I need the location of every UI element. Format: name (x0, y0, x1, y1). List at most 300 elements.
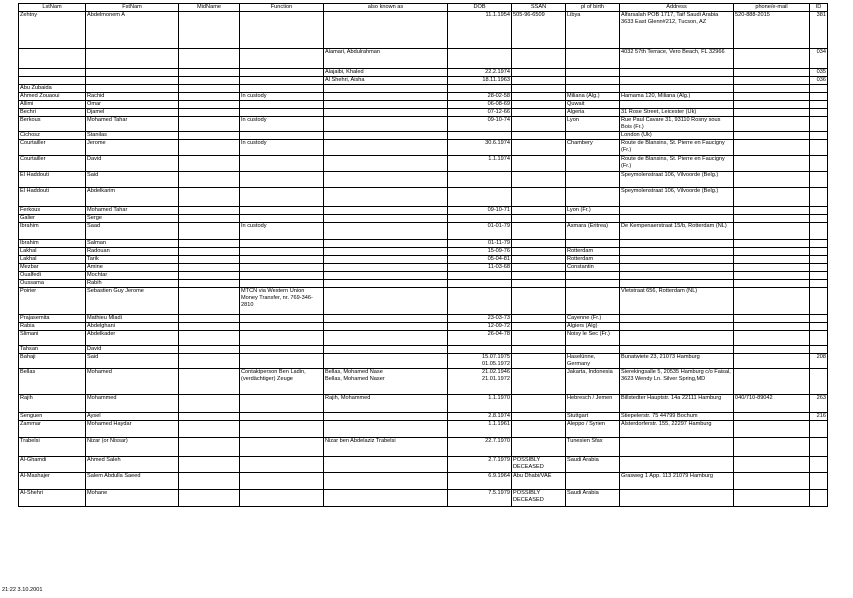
cell-address (620, 101, 734, 109)
cell-phone-email (734, 156, 810, 172)
cell-address (620, 280, 734, 288)
cell-alias (324, 256, 448, 264)
table-row (19, 413, 828, 421)
cell-address: 4032 57th Terrace, Vero Beach, FL 32966 (620, 49, 734, 69)
cell-address (620, 240, 734, 248)
cell-last-name: Lakhal (19, 248, 86, 256)
table-row (19, 256, 828, 264)
cell-dob: 01-01-79 (448, 223, 512, 240)
cell-place-of-birth: Algiers (Alg) (566, 323, 620, 331)
header-row (19, 4, 828, 12)
cell-dob: 15-09-76 (448, 248, 512, 256)
cell-id (810, 272, 828, 280)
cell-function (240, 109, 324, 117)
cell-ssan (512, 215, 566, 223)
cell-alias: Nizar ben Abdelaziz Trabelsi (324, 438, 448, 457)
cell-function (240, 156, 324, 172)
cell-ssan (512, 109, 566, 117)
cell-last-name: Al-Mashajer (19, 473, 86, 490)
cell-function (240, 49, 324, 69)
cell-phone-email (734, 369, 810, 395)
cell-first-name: Serge (86, 215, 179, 223)
cell-first-name (86, 49, 179, 69)
cell-first-name: Mohamed Tahar (86, 117, 179, 132)
cell-place-of-birth (566, 172, 620, 188)
cell-middle-name (179, 438, 240, 457)
cell-id (810, 93, 828, 101)
cell-place-of-birth: Saudi Arabia (566, 457, 620, 473)
cell-place-of-birth: Lyon (Fr.) (566, 207, 620, 215)
cell-first-name: Ahmed Saleh (86, 457, 179, 473)
cell-last-name: El Haddouti (19, 172, 86, 188)
cell-id (810, 264, 828, 272)
cell-first-name (86, 85, 179, 93)
cell-dob: 7.5.1979 (448, 490, 512, 507)
cell-first-name: Jerome (86, 140, 179, 156)
cell-middle-name (179, 490, 240, 507)
table-row (19, 140, 828, 156)
cell-id (810, 207, 828, 215)
cell-address (620, 248, 734, 256)
cell-function (240, 280, 324, 288)
cell-alias (324, 490, 448, 507)
cell-middle-name (179, 49, 240, 69)
cell-phone-email (734, 77, 810, 85)
cell-middle-name (179, 331, 240, 346)
cell-phone-email (734, 85, 810, 93)
cell-alias (324, 413, 448, 421)
cell-last-name: Rajih (19, 395, 86, 413)
cell-dob: 15.07.1975 01.05.1972 (448, 354, 512, 369)
cell-first-name: Salem Abdulla Saeed (86, 473, 179, 490)
cell-first-name: Abdelkader (86, 331, 179, 346)
cell-dob: 22.2.1974 (448, 69, 512, 77)
cell-ssan (512, 331, 566, 346)
cell-function (240, 69, 324, 77)
cell-place-of-birth (566, 49, 620, 69)
cell-dob: 6.9.1964 (448, 473, 512, 490)
table-row (19, 354, 828, 369)
cell-place-of-birth (566, 132, 620, 140)
cell-phone-email (734, 69, 810, 77)
cell-middle-name (179, 132, 240, 140)
table-row (19, 188, 828, 207)
cell-middle-name (179, 395, 240, 413)
cell-phone-email (734, 215, 810, 223)
table-row (19, 215, 828, 223)
cell-function (240, 413, 324, 421)
cell-alias (324, 346, 448, 354)
cell-id: 208 (810, 354, 828, 369)
table-row (19, 240, 828, 248)
cell-place-of-birth: Stuttgart (566, 413, 620, 421)
cell-place-of-birth: Lyon (566, 117, 620, 132)
cell-first-name: David (86, 346, 179, 354)
cell-first-name: Sebastien Guy Jerome (86, 288, 179, 315)
cell-ssan (512, 288, 566, 315)
cell-middle-name (179, 172, 240, 188)
cell-last-name: Senguen (19, 413, 86, 421)
cell-dob: 05-04-81 (448, 256, 512, 264)
cell-phone-email (734, 140, 810, 156)
cell-first-name: Abdelkarim (86, 188, 179, 207)
cell-dob: 09-10-74 (448, 117, 512, 132)
cell-middle-name (179, 264, 240, 272)
cell-place-of-birth: Saudi Arabia (566, 490, 620, 507)
cell-last-name: Prajasemita (19, 315, 86, 323)
cell-alias (324, 117, 448, 132)
cell-place-of-birth: Rotterdam (566, 256, 620, 264)
cell-id (810, 323, 828, 331)
table-row (19, 288, 828, 315)
cell-dob: 1.1.1974 (448, 156, 512, 172)
cell-first-name: Mohamed Haydar (86, 421, 179, 438)
cell-ssan (512, 248, 566, 256)
cell-dob (448, 188, 512, 207)
cell-alias (324, 280, 448, 288)
table-row (19, 207, 828, 215)
cell-first-name: Mathieu Mladi (86, 315, 179, 323)
cell-dob: 22.7.1970 (448, 438, 512, 457)
cell-ssan (512, 264, 566, 272)
cell-address: Billstedter Hauptstr. 14a 22111 Hamburg (620, 395, 734, 413)
cell-dob: 11.1.1954 (448, 12, 512, 49)
cell-ssan (512, 395, 566, 413)
cell-function (240, 172, 324, 188)
header-address: Address (620, 4, 734, 12)
cell-ssan (512, 188, 566, 207)
cell-alias (324, 331, 448, 346)
cell-middle-name (179, 288, 240, 315)
cell-id (810, 288, 828, 315)
cell-address: Rue Paul Cavare 31, 93110 Rosny sous Bois (Fr.) (620, 117, 734, 132)
cell-last-name (19, 77, 86, 85)
header-place-of-birth: pl of birth (566, 4, 620, 12)
cell-ssan (512, 256, 566, 264)
cell-alias (324, 223, 448, 240)
cell-function (240, 323, 324, 331)
cell-id (810, 223, 828, 240)
cell-first-name: Amine (86, 264, 179, 272)
cell-middle-name (179, 85, 240, 93)
cell-ssan (512, 280, 566, 288)
cell-place-of-birth (566, 85, 620, 93)
cell-first-name (86, 69, 179, 77)
cell-dob: 01-11-79 (448, 240, 512, 248)
cell-address (620, 215, 734, 223)
cell-phone-email (734, 490, 810, 507)
cell-address (620, 346, 734, 354)
cell-address (620, 315, 734, 323)
cell-first-name: David (86, 156, 179, 172)
cell-middle-name (179, 12, 240, 49)
cell-place-of-birth (566, 188, 620, 207)
cell-function (240, 473, 324, 490)
cell-address: Bunatwiete 23, 21073 Hamburg (620, 354, 734, 369)
cell-dob: 12-09-72 (448, 323, 512, 331)
cell-middle-name (179, 215, 240, 223)
cell-function: In custody (240, 223, 324, 240)
cell-phone-email (734, 248, 810, 256)
table-row (19, 172, 828, 188)
cell-alias (324, 288, 448, 315)
cell-dob (448, 280, 512, 288)
cell-alias (324, 85, 448, 93)
cell-id (810, 438, 828, 457)
cell-ssan (512, 323, 566, 331)
cell-middle-name (179, 223, 240, 240)
cell-middle-name (179, 473, 240, 490)
cell-place-of-birth: Quwait (566, 101, 620, 109)
cell-last-name: Zammar (19, 421, 86, 438)
cell-id (810, 457, 828, 473)
cell-middle-name (179, 117, 240, 132)
cell-last-name: Bahaji (19, 354, 86, 369)
cell-alias (324, 240, 448, 248)
cell-alias (324, 248, 448, 256)
cell-alias (324, 473, 448, 490)
cell-id (810, 109, 828, 117)
cell-id (810, 132, 828, 140)
header-fstnam: FstNam (86, 4, 179, 12)
cell-first-name (86, 77, 179, 85)
cell-address (620, 323, 734, 331)
cell-phone-email (734, 93, 810, 101)
cell-id: 034 (810, 49, 828, 69)
cell-function (240, 12, 324, 49)
cell-ssan (512, 156, 566, 172)
cell-last-name: Ahmed Zouaoui (19, 93, 86, 101)
cell-place-of-birth (566, 156, 620, 172)
cell-place-of-birth: Constantin (566, 264, 620, 272)
cell-phone-email (734, 264, 810, 272)
cell-place-of-birth (566, 215, 620, 223)
cell-dob: 21.02.1946 21.01.1972 (448, 369, 512, 395)
cell-place-of-birth: Algeria (566, 109, 620, 117)
cell-place-of-birth (566, 288, 620, 315)
cell-function (240, 215, 324, 223)
cell-phone-email (734, 457, 810, 473)
cell-address: Grasweg 1 App. 113 21079 Hamburg (620, 473, 734, 490)
cell-first-name: Mohammed (86, 395, 179, 413)
cell-last-name: Trabelsi (19, 438, 86, 457)
cell-address: 31 Rose Street, Leicester (Uk) (620, 109, 734, 117)
cell-place-of-birth: Asmara (Eritrea) (566, 223, 620, 240)
cell-ssan (512, 346, 566, 354)
cell-middle-name (179, 240, 240, 248)
cell-alias: Alajaibi, Khaled (324, 69, 448, 77)
cell-ssan (512, 223, 566, 240)
cell-address: Alfarsalah POB 1717, Taif Saudi Arabia 3633 East Glenn#212, Tucson, AZ (620, 12, 734, 49)
cell-last-name: Al-Ghamdi (19, 457, 86, 473)
cell-last-name: Zehtny (19, 12, 86, 49)
cell-place-of-birth: Cayenne (Fr.) (566, 315, 620, 323)
cell-alias (324, 172, 448, 188)
cell-id (810, 240, 828, 248)
cell-function (240, 438, 324, 457)
cell-address: Speymolenstraat 106, Vilvoorde (Belg.) (620, 188, 734, 207)
cell-id: 263 (810, 395, 828, 413)
cell-phone-email (734, 132, 810, 140)
cell-last-name: Oussama (19, 280, 86, 288)
cell-id (810, 117, 828, 132)
cell-phone-email: 520-888-2015 (734, 12, 810, 49)
cell-address: Route de Blansins, St. Pierre en Faucigny (Fr.) (620, 156, 734, 172)
cell-phone-email (734, 288, 810, 315)
table-row (19, 346, 828, 354)
cell-id (810, 140, 828, 156)
table-row (19, 369, 828, 395)
cell-ssan: 505-96-6509 (512, 12, 566, 49)
cell-id (810, 215, 828, 223)
cell-address (620, 272, 734, 280)
cell-phone-email (734, 172, 810, 188)
cell-alias (324, 457, 448, 473)
cell-function (240, 264, 324, 272)
cell-alias: Al Shehri, Aisha (324, 77, 448, 85)
cell-last-name: Courtailler (19, 156, 86, 172)
cell-id (810, 188, 828, 207)
header-midname: MidName (179, 4, 240, 12)
cell-id (810, 248, 828, 256)
cell-id (810, 315, 828, 323)
cell-middle-name (179, 413, 240, 421)
cell-middle-name (179, 109, 240, 117)
cell-phone-email (734, 117, 810, 132)
cell-dob (448, 272, 512, 280)
cell-last-name: Slimani (19, 331, 86, 346)
cell-alias (324, 354, 448, 369)
cell-middle-name (179, 256, 240, 264)
cell-middle-name (179, 101, 240, 109)
cell-ssan (512, 438, 566, 457)
cell-address (620, 438, 734, 457)
cell-middle-name (179, 354, 240, 369)
cell-alias (324, 140, 448, 156)
cell-first-name: Omar (86, 101, 179, 109)
cell-address (620, 331, 734, 346)
cell-first-name: Mochtar (86, 272, 179, 280)
cell-dob: 23-03-73 (448, 315, 512, 323)
table-row (19, 132, 828, 140)
cell-id: 216 (810, 413, 828, 421)
cell-last-name: Ferkous (19, 207, 86, 215)
cell-function (240, 421, 324, 438)
cell-place-of-birth (566, 69, 620, 77)
cell-ssan (512, 132, 566, 140)
cell-first-name: Rabih (86, 280, 179, 288)
cell-function (240, 256, 324, 264)
cell-function (240, 457, 324, 473)
cell-place-of-birth: Jakarta, Indonesia (566, 369, 620, 395)
cell-function (240, 101, 324, 109)
header-also-known-as: also known as (324, 4, 448, 12)
cell-function: In custody (240, 117, 324, 132)
cell-middle-name (179, 369, 240, 395)
table-row (19, 109, 828, 117)
cell-place-of-birth (566, 473, 620, 490)
cell-dob (448, 172, 512, 188)
cell-first-name: Mohane (86, 490, 179, 507)
cell-place-of-birth: Chambery (566, 140, 620, 156)
cell-phone-email (734, 421, 810, 438)
cell-place-of-birth: Hebresch / Jemen (566, 395, 620, 413)
cell-last-name: Al-Shehri (19, 490, 86, 507)
cell-last-name: Rabia (19, 323, 86, 331)
cell-function (240, 315, 324, 323)
cell-function: In custody (240, 140, 324, 156)
cell-address (620, 69, 734, 77)
cell-last-name: Berkous (19, 117, 86, 132)
table-row (19, 421, 828, 438)
cell-function (240, 132, 324, 140)
cell-function (240, 77, 324, 85)
cell-phone-email (734, 101, 810, 109)
cell-place-of-birth (566, 272, 620, 280)
cell-place-of-birth (566, 280, 620, 288)
cell-function: In custody (240, 93, 324, 101)
cell-dob: 2.8.1974 (448, 413, 512, 421)
cell-last-name: Galier (19, 215, 86, 223)
cell-middle-name (179, 140, 240, 156)
cell-ssan (512, 77, 566, 85)
cell-function (240, 240, 324, 248)
cell-alias (324, 156, 448, 172)
cell-ssan (512, 117, 566, 132)
cell-id: 381 (810, 12, 828, 49)
cell-place-of-birth (566, 77, 620, 85)
cell-first-name: Radouan (86, 248, 179, 256)
cell-place-of-birth: Miliana (Alg.) (566, 93, 620, 101)
cell-dob: 2.7.1979 (448, 457, 512, 473)
cell-id (810, 172, 828, 188)
table-row (19, 395, 828, 413)
cell-dob (448, 288, 512, 315)
cell-dob: 07-12-66 (448, 109, 512, 117)
cell-phone-email (734, 256, 810, 264)
cell-id (810, 346, 828, 354)
cell-alias (324, 93, 448, 101)
cell-last-name: Bellas (19, 369, 86, 395)
cell-last-name: Allimi (19, 101, 86, 109)
cell-address (620, 256, 734, 264)
cell-dob: 06-08-69 (448, 101, 512, 109)
cell-ssan (512, 172, 566, 188)
cell-address (620, 207, 734, 215)
cell-place-of-birth: Tunesien Sfax (566, 438, 620, 457)
cell-middle-name (179, 272, 240, 280)
cell-id (810, 473, 828, 490)
table-row (19, 85, 828, 93)
cell-first-name: Saad (86, 223, 179, 240)
cell-function (240, 207, 324, 215)
cell-function (240, 354, 324, 369)
cell-address: Sierekingsalle 5, 20535 Hamburg c/o Faisal, 3623 Wendy Ln. Silver Spring,MD (620, 369, 734, 395)
cell-phone-email (734, 207, 810, 215)
cell-ssan (512, 421, 566, 438)
cell-first-name: Said (86, 172, 179, 188)
cell-alias (324, 264, 448, 272)
cell-middle-name (179, 457, 240, 473)
cell-ssan: POSSIBLY DECEASED (512, 490, 566, 507)
header-dob: DOB (448, 4, 512, 12)
cell-ssan (512, 101, 566, 109)
cell-first-name: Mohamed (86, 369, 179, 395)
cell-address: Vletstraat 656, Rotterdam (NL) (620, 288, 734, 315)
cell-phone-email (734, 354, 810, 369)
cell-ssan (512, 272, 566, 280)
cell-ssan: Abu Dhabi/VAE (512, 473, 566, 490)
